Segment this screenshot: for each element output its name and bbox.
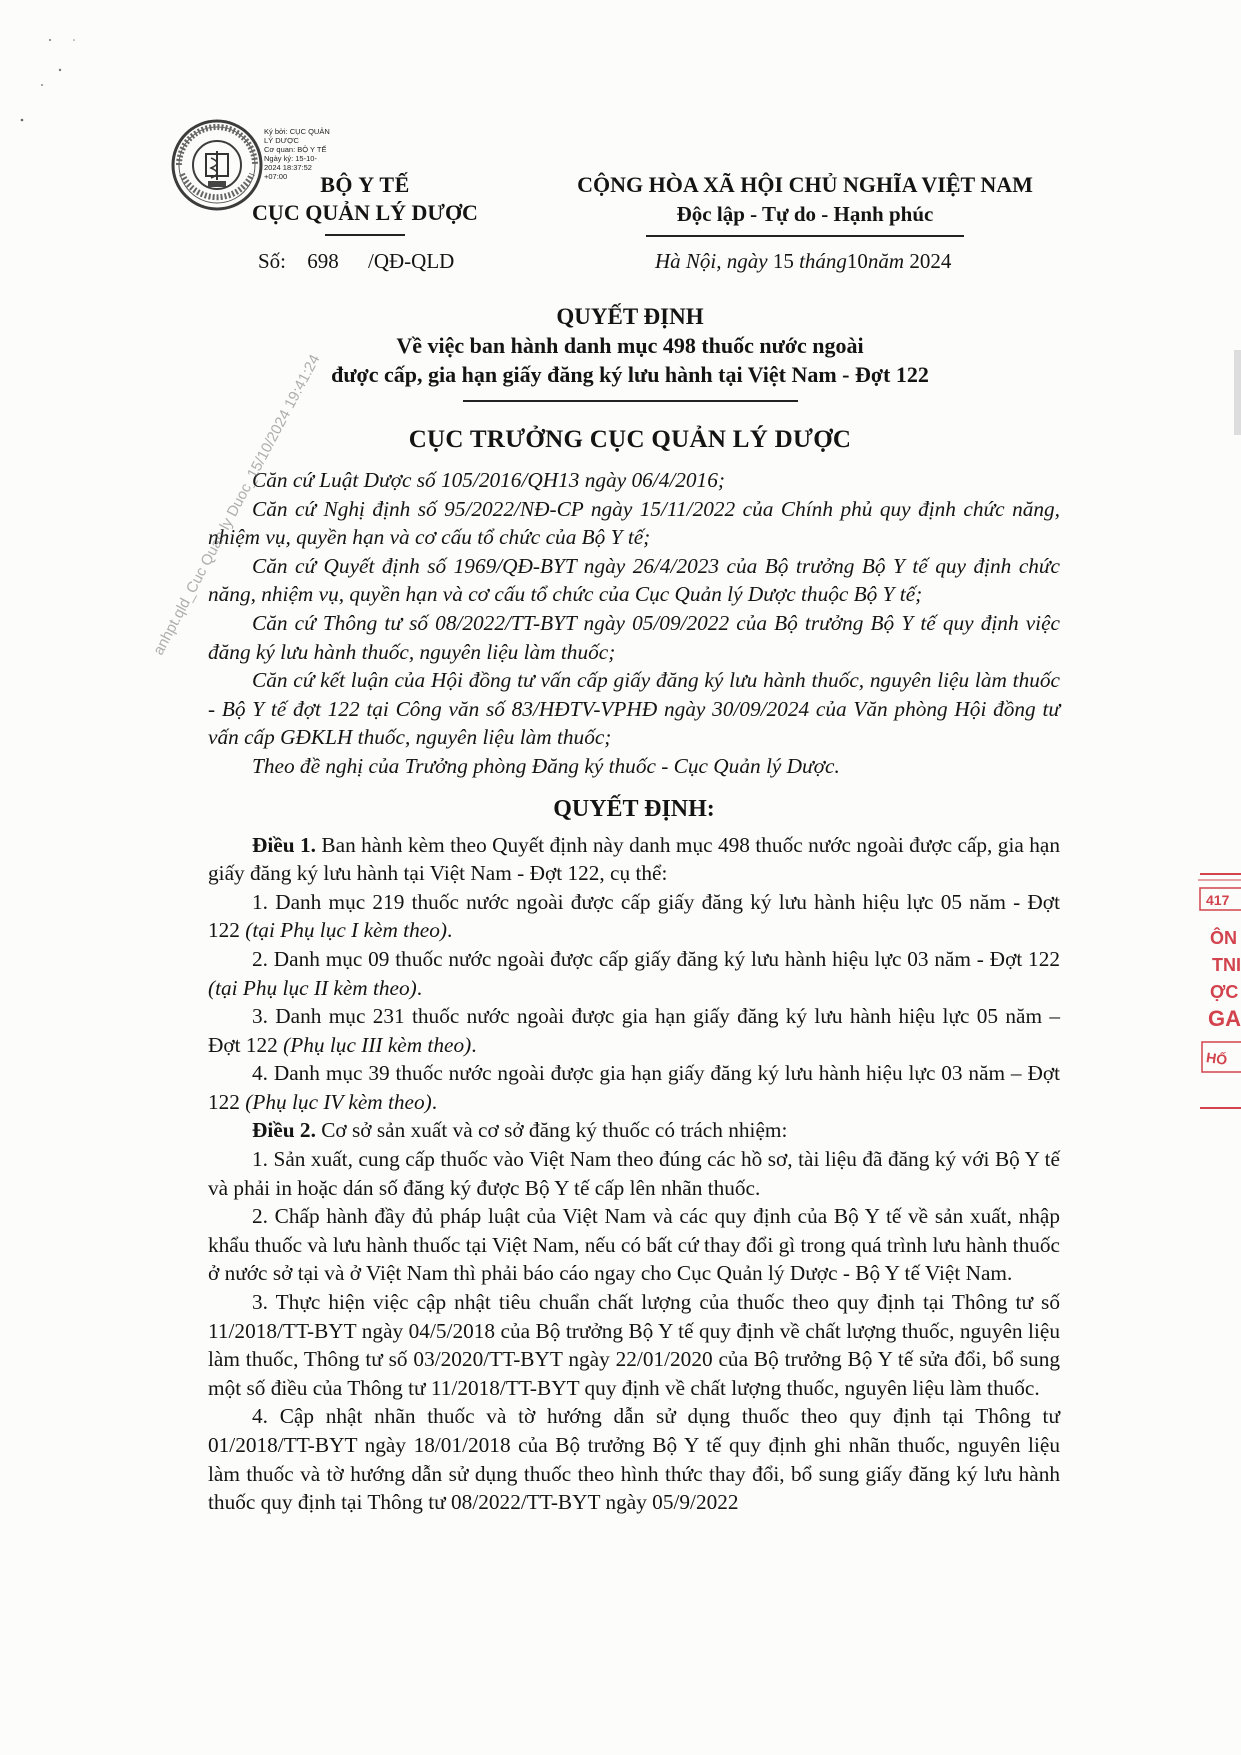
month-label: tháng <box>799 249 847 273</box>
place-and-date <box>655 249 951 274</box>
divider <box>325 234 405 236</box>
article-2-label: Điều 2. <box>252 1118 316 1143</box>
svg-text:ÔN: ÔN <box>1210 928 1237 948</box>
svg-text:TNI: TNI <box>1212 955 1241 975</box>
scan-edge-mark <box>1234 350 1241 435</box>
document-type: QUYẾT ĐỊNH <box>556 304 704 329</box>
item-text: 3. Danh mục 231 thuốc nước ngoài được gia hạn giấy đăng ký lưu hành hiệu lực 05 năm – Đợt 122 <box>208 1004 1060 1057</box>
item-end: . <box>416 975 423 1000</box>
item-text: 4. Danh mục 39 thuốc nước ngoài được gia hạn giấy đăng ký lưu hành hiệu lực 03 năm – Đợt 122 <box>208 1061 1060 1114</box>
article-1-item <box>208 1002 1060 1059</box>
issuing-authority <box>205 172 525 236</box>
legal-bases <box>208 466 1060 781</box>
place-date-prefix: Hà Nội, ngày <box>655 249 768 273</box>
signature-line: Ký bởi: CỤC QUẢN <box>264 127 330 136</box>
signature-line: 2024 18:37:52 <box>264 163 312 172</box>
item-ref: (Phụ lục III kèm theo) <box>283 1032 472 1057</box>
signature-line: Ngày ký: 15-10- <box>264 154 317 163</box>
doc-no-prefix: Số: <box>258 249 287 273</box>
national-motto: Độc lập - Tự do - Hạnh phúc <box>676 202 934 226</box>
article-2-text: Cơ sở sản xuất và cơ sở đăng ký thuốc có trách nhiệm: <box>315 1118 788 1143</box>
article-2 <box>208 1116 1060 1145</box>
document-number <box>258 249 454 274</box>
divider <box>646 235 964 237</box>
article-1-text: Ban hành kèm theo Quyết định này danh mục 498 thuốc nước ngoài được cấp, gia hạn giấy đăng ký lưu hành tại Việt Nam - Đợt 122, cụ thể: <box>208 832 1060 886</box>
day-value: 15 <box>772 249 794 273</box>
article-1-label: Điều 1. <box>252 832 316 857</box>
ministry-name: BỘ Y TẾ <box>320 172 410 197</box>
year-label: năm <box>867 249 905 273</box>
item-end: . <box>471 1032 477 1057</box>
doc-no-suffix: /QĐ-QLD <box>368 249 455 273</box>
svg-text:417: 417 <box>1206 892 1230 908</box>
article-1 <box>208 831 1060 888</box>
legal-basis: Căn cứ Quyết định số 1969/QĐ-BYT ngày 26/4/2023 của Bộ trưởng Bộ Y tế quy định chức năng, nhiệm vụ, quyền hạn và cơ cấu tổ chức của Cục Quản lý Dược thuộc Bộ Y tế; <box>208 553 1060 607</box>
article-2-item: 3. Thực hiện việc cập nhật tiêu chuẩn chất lượng của thuốc theo quy định tại Thông tư số 11/2018/TT-BYT ngày 04/5/2018 của Bộ trưởng Bộ Y tế quy định về chất lượng thuốc, nguyên liệu làm thuốc, Thông tư số 03/2020/TT-BYT ngày 22/01/2020 của Bộ trưởng Bộ Y tế sửa đổi, bổ sung một số điều của Thông tư 11/2018/TT-BYT quy định về chất lượng thuốc, nguyên liệu làm thuốc. <box>208 1290 1060 1400</box>
received-stamp-icon <box>1196 872 1241 1112</box>
legal-basis: Căn cứ kết luận của Hội đồng tư vấn cấp giấy đăng ký lưu hành thuốc, nguyên liệu làm thuốc - Bộ Y tế đợt 122 tại Công văn số 83/HĐTV-VPHĐ ngày 30/09/2024 của Văn phòng Hội đồng tư vấn cấp GĐKLH thuốc, nguyên liệu làm thuốc; <box>208 668 1060 750</box>
signature-line: LÝ DƯỢC <box>264 136 299 145</box>
article-1-item <box>208 888 1060 945</box>
signer-title: CỤC TRƯỞNG CỤC QUẢN LÝ DƯỢC <box>408 426 852 453</box>
agency-name: CỤC QUẢN LÝ DƯỢC <box>252 200 478 225</box>
item-text: 1. Danh mục 219 thuốc nước ngoài được cấp giấy đăng ký lưu hành hiệu lực 05 năm - Đợt 122 <box>208 889 1060 943</box>
item-ref: (tại Phụ lục II kèm theo) <box>208 975 417 1000</box>
signature-line: Cơ quan: BỘ Y TẾ <box>264 145 327 154</box>
signature-watermark: anhpt.qld_Cuc Quan ly Duoc_15/10/2024 19:41:24 <box>150 351 324 658</box>
title-line-2: được cấp, gia hạn giấy đăng ký lưu hành tại Việt Nam - Đợt 122 <box>331 362 929 387</box>
decision-heading: QUYẾT ĐỊNH: <box>553 795 715 822</box>
legal-basis: Căn cứ Thông tư số 08/2022/TT-BYT ngày 05/09/2022 của Bộ trưởng Bộ Y tế quy định việc đăng ký lưu hành thuốc, nguyên liệu làm thuốc; <box>208 610 1060 664</box>
title-line-1: Về việc ban hành danh mục 498 thuốc nước ngoài <box>396 333 864 358</box>
article-2-item: 1. Sản xuất, cung cấp thuốc vào Việt Nam theo đúng các hồ sơ, tài liệu đã đăng ký với Bộ Y tế và phải in hoặc dán số đăng ký được Bộ Y tế cấp lên nhãn thuốc. <box>208 1147 1060 1200</box>
document-body <box>208 466 1060 1517</box>
legal-basis: Căn cứ Nghị định số 95/2022/NĐ-CP ngày 15/11/2022 của Chính phủ quy định chức năng, nhiệm vụ, quyền hạn và cơ cấu tổ chức của Bộ Y tế; <box>208 496 1060 550</box>
svg-text:GA: GA <box>1208 1006 1241 1031</box>
svg-text:ỢC: ỢC <box>1210 982 1239 1002</box>
national-title <box>540 172 1070 237</box>
article-2-item: 2. Chấp hành đầy đủ pháp luật của Việt Nam và các quy định của Bộ Y tế về sản xuất, nhập khẩu thuốc và lưu hành thuốc tại Việt Nam, nếu có bất cứ thay đổi gì trong quá trình lưu hành thuốc ở nước sở tại và ở Việt Nam thì phải báo cáo ngay cho Cục Quản lý Dược - Bộ Y tế Việt Nam. <box>208 1204 1060 1286</box>
item-end: . <box>431 1089 438 1114</box>
signature-line: +07:00 <box>264 172 288 181</box>
month-value: 10 <box>846 249 868 273</box>
item-end: . <box>446 918 453 943</box>
item-ref: (tại Phụ lục I kèm theo) <box>245 918 447 943</box>
article-1-item <box>208 945 1060 1002</box>
doc-no-value: 698 <box>307 249 339 273</box>
svg-text:HỐ: HỐ <box>1205 1049 1229 1068</box>
divider <box>463 400 798 402</box>
article-1-item <box>208 1059 1060 1116</box>
article-2-item: 4. Cập nhật nhãn thuốc và tờ hướng dẫn sử dụng thuốc theo quy định tại Thông tư 01/2018/TT-BYT ngày 18/01/2018 của Bộ trưởng Bộ Y tế quy định ghi nhãn thuốc, nguyên liệu làm thuốc và tờ hướng dẫn sử dụng thuốc theo hình thức thay đổi, bổ sung giấy đăng ký lưu hành thuốc quy định tại Thông tư 08/2022/TT-BYT ngày 05/9/2022 <box>208 1404 1060 1515</box>
item-text: 2. Danh mục 09 thuốc nước ngoài được cấp giấy đăng ký lưu hành hiệu lực 03 năm - Đợt 122 <box>252 946 1060 971</box>
legal-basis: Theo đề nghị của Trưởng phòng Đăng ký thuốc - Cục Quản lý Dược. <box>252 753 840 778</box>
nation-name: CỘNG HÒA XÃ HỘI CHỦ NGHĨA VIỆT NAM <box>577 172 1033 197</box>
year-value: 2024 <box>909 249 952 273</box>
legal-basis: Căn cứ Luật Dược số 105/2016/QH13 ngày 06/4/2016; <box>252 468 725 492</box>
item-ref: (Phụ lục IV kèm theo) <box>245 1089 432 1114</box>
